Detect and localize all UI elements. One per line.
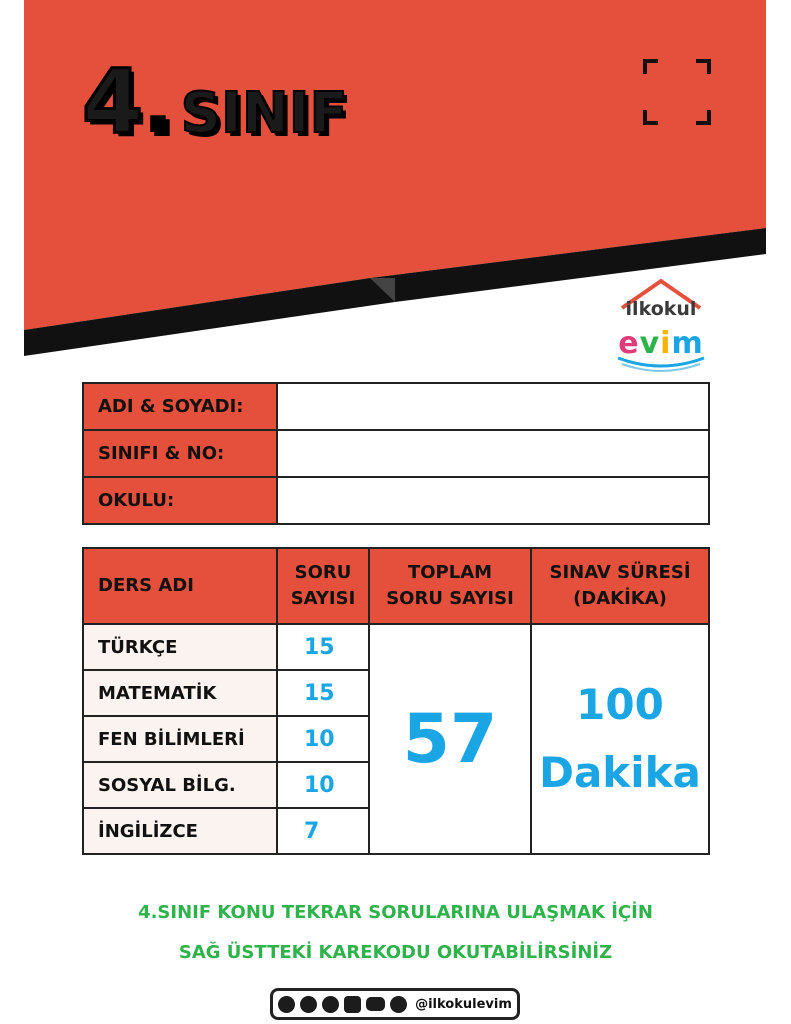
page-title: 4 . SINIF [82,50,348,153]
table-row [83,430,709,477]
pinterest-icon[interactable] [322,996,339,1013]
header-total: TOPLAM SORU SAYISI [369,548,531,624]
table-row [83,477,709,524]
social-bar [270,988,520,1020]
table-row [83,383,709,430]
header-duration: SINAV SÜRESİ (DAKİKA) [531,548,709,624]
count-cell: 10 [277,762,369,808]
name-field[interactable] [277,383,709,430]
class-no-field[interactable] [277,430,709,477]
facebook-icon[interactable] [278,996,295,1013]
student-info-table [82,382,710,525]
count-cell: 15 [277,624,369,670]
youtube-icon[interactable] [366,997,385,1011]
school-label: OKULU: [83,477,277,524]
exam-duration: 100 Dakika [531,624,709,854]
logo-wordmark: evim [618,326,704,361]
count-cell: 10 [277,716,369,762]
table-header-row [83,548,709,624]
subject-cell: MATEMATİK [83,670,277,716]
exam-table [82,547,710,855]
subject-cell: TÜRKÇE [83,624,277,670]
subject-cell: İNGİLİZCE [83,808,277,854]
header-course: DERS ADI [83,548,277,624]
count-cell: 15 [277,670,369,716]
total-question-count: 57 [369,624,531,854]
social-handle[interactable]: @ilkokulevim [415,996,512,1012]
twitter-icon[interactable] [300,996,317,1013]
name-label: ADI & SOYADI: [83,383,277,430]
telegram-icon[interactable] [390,996,407,1013]
subject-cell: FEN BİLİMLERİ [83,716,277,762]
subject-cell: SOSYAL BİLG. [83,762,277,808]
note-line-1: 4.SINIF KONU TEKRAR SORULARINA ULAŞMAK İÇİN [138,902,653,923]
table-row [83,624,709,670]
school-field[interactable] [277,477,709,524]
instagram-icon[interactable] [344,996,361,1013]
header-count: SORU SAYISI [277,548,369,624]
note-line-2: SAĞ ÜSTTEKİ KAREKODU OKUTABİLİRSİNİZ [178,942,613,963]
count-cell: 7 [277,808,369,854]
class-no-label: SINIFI & NO: [83,430,277,477]
qr-code-frame[interactable] [642,58,712,126]
ilkokul-evim-logo: ilkokul evim [608,278,714,372]
